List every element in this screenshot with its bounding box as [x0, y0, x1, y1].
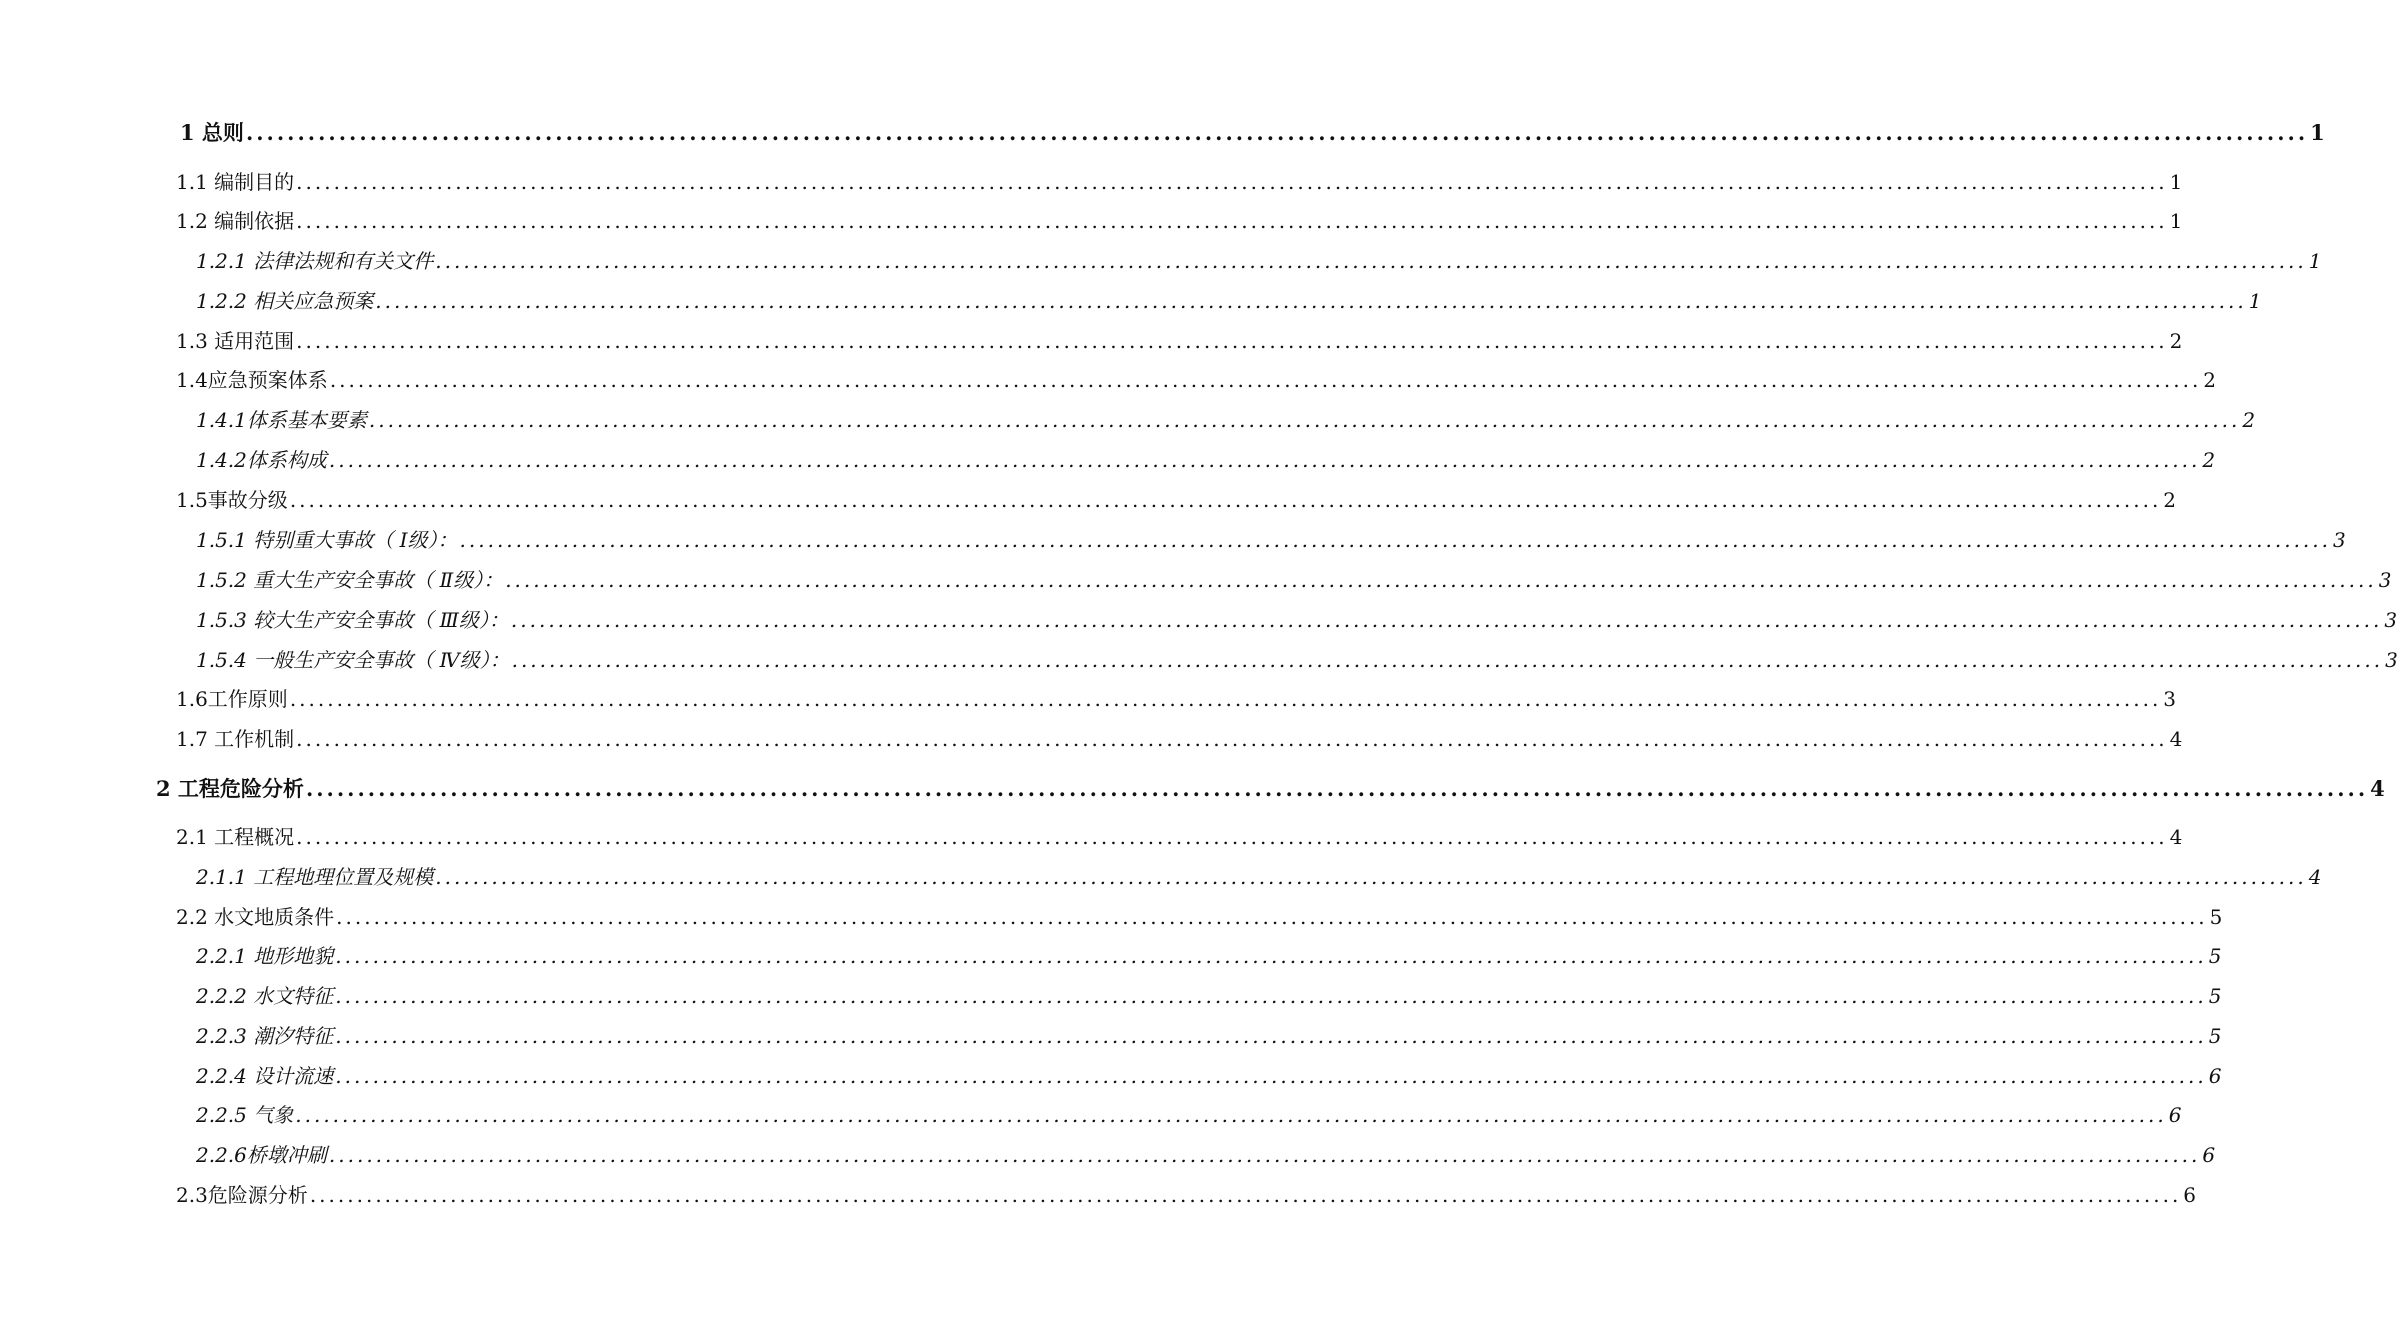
toc-entry-title: 2.2.3 潮汐特征 [196, 1024, 334, 1048]
toc-entry[interactable] [196, 984, 2222, 1008]
toc-entry-title: 2.2.4 设计流速 [196, 1064, 334, 1088]
toc-entry-title: 2.1 工程概况 [176, 825, 295, 849]
toc-entry[interactable] [196, 865, 2322, 889]
toc-entry-title: 2.2.5 气象 [196, 1103, 294, 1127]
dot-leader: ........................................................................................................................................................................................................ [295, 1103, 2167, 1127]
toc-entry[interactable] [196, 1064, 2222, 1088]
toc-entry[interactable] [196, 648, 2398, 672]
toc-entry[interactable] [196, 568, 2392, 592]
toc-entry-page-number: 2 [2169, 329, 2183, 353]
toc-entry[interactable] [196, 448, 2216, 472]
toc-entry-title: 1.2.2 相关应急预案 [196, 289, 374, 313]
toc-entry-title: 1.5.4 一般生产安全事故（ Ⅳ级）： [196, 648, 510, 672]
toc-entry-page-number: 5 [2208, 1024, 2222, 1048]
toc-entry[interactable] [180, 120, 2325, 145]
toc-entry[interactable] [196, 1103, 2182, 1127]
dot-leader: ........................................................................................................................................................................................................ [296, 825, 2168, 849]
toc-entry[interactable] [176, 209, 2183, 233]
toc-entry-title: 1.5.2 重大生产安全事故（ Ⅱ级）： [196, 568, 504, 592]
toc-entry-title: 2.2.1 地形地貌 [196, 944, 334, 968]
toc-entry-title: 2 工程危险分析 [156, 776, 304, 801]
dot-leader: ........................................................................................................................................................................................................ [289, 488, 2162, 512]
toc-entry-page-number: 5 [2209, 905, 2223, 929]
toc-entry[interactable] [156, 776, 2385, 801]
dot-leader: ........................................................................................................................................................................................................ [459, 528, 2331, 552]
toc-entry[interactable] [196, 249, 2322, 273]
dot-leader: ........................................................................................................................................................................................................ [328, 1143, 2201, 1167]
toc-entry[interactable] [196, 289, 2262, 313]
dot-leader: ........................................................................................................................................................................................................ [309, 1183, 2182, 1207]
dot-leader: ........................................................................................................................................................................................................ [289, 687, 2162, 711]
toc-entry[interactable] [176, 329, 2183, 353]
toc-entry-page-number: 1 [2308, 249, 2322, 273]
toc-entry[interactable] [176, 368, 2217, 392]
toc-entry-page-number: 5 [2208, 984, 2222, 1008]
toc-entry-page-number: 2 [2242, 408, 2256, 432]
toc-entry-title: 1.3 适用范围 [176, 329, 295, 353]
toc-entry[interactable] [196, 608, 2398, 632]
toc-entry-page-number: 4 [2370, 776, 2385, 801]
toc-entry-title: 1.1 编制目的 [176, 170, 295, 194]
toc-entry-title: 2.3危险源分析 [176, 1183, 308, 1207]
toc-entry[interactable] [196, 408, 2256, 432]
dot-leader: ........................................................................................................................................................................................................ [245, 120, 2309, 145]
dot-leader: ........................................................................................................................................................................................................ [296, 170, 2168, 194]
toc-entry-title: 2.2.2 水文特征 [196, 984, 334, 1008]
dot-leader: ........................................................................................................................................................................................................ [335, 1064, 2207, 1088]
toc-entry-page-number: 6 [2208, 1064, 2222, 1088]
dot-leader: ........................................................................................................................................................................................................ [328, 448, 2201, 472]
toc-entry-title: 1.5.3 较大生产安全事故（ Ⅲ级）： [196, 608, 509, 632]
dot-leader: ........................................................................................................................................................................................................ [511, 648, 2384, 672]
toc-entry-page-number: 1 [2248, 289, 2262, 313]
toc-entry-page-number: 6 [2202, 1143, 2216, 1167]
toc-entry-page-number: 1 [2169, 170, 2183, 194]
toc-entry-page-number: 3 [2384, 608, 2398, 632]
toc-entry-page-number: 2 [2163, 488, 2177, 512]
toc-entry-page-number: 3 [2163, 687, 2177, 711]
dot-leader: ........................................................................................................................................................................................................ [335, 984, 2207, 1008]
toc-entry-title: 1.4.2体系构成 [196, 448, 327, 472]
toc-entry[interactable] [176, 687, 2177, 711]
toc-entry[interactable] [196, 1024, 2222, 1048]
dot-leader: ........................................................................................................................................................................................................ [329, 368, 2202, 392]
toc-entry-page-number: 1 [2169, 209, 2183, 233]
toc-entry[interactable] [176, 727, 2183, 751]
toc-entry-page-number: 3 [2385, 648, 2398, 672]
dot-leader: ........................................................................................................................................................................................................ [296, 329, 2168, 353]
toc-entry-page-number: 4 [2169, 727, 2183, 751]
toc-entry-page-number: 1 [2310, 120, 2325, 145]
toc-entry-title: 1.7 工作机制 [176, 727, 295, 751]
toc-entry-title: 1.4.1体系基本要素 [196, 408, 367, 432]
toc-entry-page-number: 4 [2308, 865, 2322, 889]
dot-leader: ........................................................................................................................................................................................................ [305, 776, 2369, 801]
dot-leader: ........................................................................................................................................................................................................ [435, 249, 2307, 273]
toc-entry-title: 2.1.1 工程地理位置及规模 [196, 865, 434, 889]
dot-leader: ........................................................................................................................................................................................................ [296, 727, 2168, 751]
toc-entry-title: 1.5事故分级 [176, 488, 288, 512]
toc-entry-title: 2.2 水文地质条件 [176, 905, 335, 929]
toc-entry-page-number: 2 [2202, 448, 2216, 472]
toc-entry-title: 1.2.1 法律法规和有关文件 [196, 249, 434, 273]
toc-entry-page-number: 6 [2183, 1183, 2197, 1207]
toc-entry-page-number: 6 [2168, 1103, 2182, 1127]
toc-entry[interactable] [176, 488, 2177, 512]
toc-entry[interactable] [176, 825, 2183, 849]
toc-entry[interactable] [196, 1143, 2216, 1167]
toc-entry-page-number: 3 [2333, 528, 2346, 552]
dot-leader: ........................................................................................................................................................................................................ [336, 905, 2208, 929]
dot-leader: ........................................................................................................................................................................................................ [505, 568, 2377, 592]
toc-entry-title: 1 总则 [180, 120, 244, 145]
dot-leader: ........................................................................................................................................................................................................ [335, 1024, 2207, 1048]
dot-leader: ........................................................................................................................................................................................................ [510, 608, 2383, 632]
toc-entry-page-number: 3 [2378, 568, 2392, 592]
toc-entry-page-number: 5 [2208, 944, 2222, 968]
toc-entry-page-number: 4 [2169, 825, 2183, 849]
toc-entry-title: 1.5.1 特别重大事故（ Ⅰ级）： [196, 528, 458, 552]
toc-entry[interactable] [196, 528, 2346, 552]
toc-entry-title: 1.2 编制依据 [176, 209, 295, 233]
dot-leader: ........................................................................................................................................................................................................ [296, 209, 2168, 233]
toc-entry-title: 1.6工作原则 [176, 687, 288, 711]
toc-entry[interactable] [176, 170, 2183, 194]
toc-entry-page-number: 2 [2203, 368, 2217, 392]
dot-leader: ........................................................................................................................................................................................................ [435, 865, 2307, 889]
toc-entry[interactable] [176, 905, 2223, 929]
dot-leader: ........................................................................................................................................................................................................ [335, 944, 2207, 968]
toc-entry[interactable] [176, 1183, 2197, 1207]
toc-entry-title: 2.2.6桥墩冲刷 [196, 1143, 327, 1167]
dot-leader: ........................................................................................................................................................................................................ [368, 408, 2241, 432]
dot-leader: ........................................................................................................................................................................................................ [375, 289, 2247, 313]
toc-entry[interactable] [196, 944, 2222, 968]
toc-entry-title: 1.4应急预案体系 [176, 368, 328, 392]
